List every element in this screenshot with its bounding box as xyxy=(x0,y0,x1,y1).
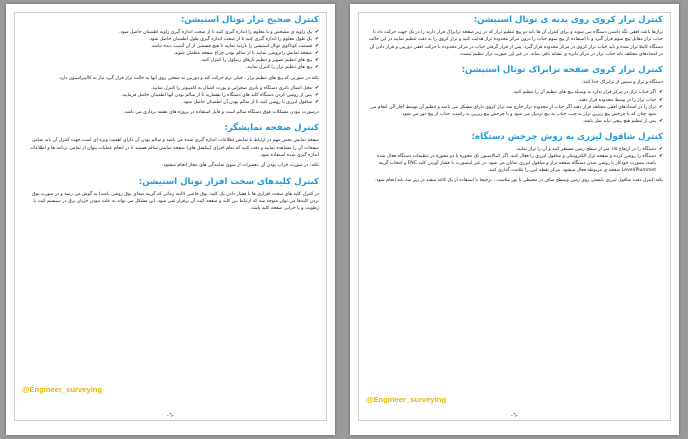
section-heading: کنترل کلیدهای سخت افزار توتال استیشن: xyxy=(138,176,319,187)
section-note: نکته: در صورت خراب بودن آن ،تعمیرات از سوی نمایندگی های مجاز انجام میشود. xyxy=(162,163,319,169)
document-page-left xyxy=(6,4,335,435)
page-content xyxy=(366,14,663,188)
section-note: نکته:کنترل دقت شاقول لیزری بایستی روی زمین وسطح صاف در محیطی با نور مناسب ، ترجیحا با استفاده از یک کاغذ سفید در زیر سه پایه انجام شود. xyxy=(374,178,663,184)
section-paragraph: در کنترل کلید های سخت افزاری ها با فشار دادن یک کلید، بوق خاصی (البته زمانی که گزینه صدای بوق روشن باشد) به گوش می رسد و در صورت بوق نزدن کلیدها می توان متوجه شد که ارتباط بین کلید و صفحه کیت آن برقرار نمی شود. این مشکل می تواند به علت نبودن جریان برق در سیستم کیت یا رطوبت و یا خرابی صفحه کلید باشد. xyxy=(32,191,319,212)
brand-watermark: @Engineer_surveying xyxy=(366,395,446,404)
list-item: ✔ صفحه نمایش رابروشن نمایید تا از سالم بودن چراغ صفحه مطمئن شوید. xyxy=(22,50,319,57)
section-note: نکته:در صورتی که پیچ های تنظیم تراز ، خیلی نرم حرکت کند و دوربین به سختی روی آنها به حالت تراز قرار گیرد نیاز به کالیبراسیون دارد. xyxy=(58,75,319,81)
bullet-list xyxy=(366,89,663,124)
section-intro: دستگاه و تراز و سپس از ترابراک جدا کنید: xyxy=(581,80,663,86)
section-heading: کنترل تراز کروی روی بدنه ی توتال استیشن: xyxy=(473,15,663,25)
list-item: ✔ پیچ های تنظیم تصویر و تنظیم تارهای رتیکول را کنترل کنید. xyxy=(22,57,319,64)
list-item: ✔ شاقول لیزری یا روشن کنید تا از سالم بودن آن اطمینان حاصل شود. xyxy=(22,99,319,106)
brand-watermark: @Engineer_surveying xyxy=(22,385,102,394)
section-paragraph: صفحه نمایش بخش مهم در ارتباط با نمایش اطلاعات اندازه گیری شده می باشد و سالم بودن آن دارای اهمیت ویژه ای است.جهت کنترل آن باید تمامی صفحات آن را مشاهده نمایید و دقت کنید که تمام اجزای (پیکسل های) صفحه نمایش سالم هستند تا در انجام عملیات بتوان از تمامی برنامه ها و اطلاعات اندازه گیری شده استفاده نمود. xyxy=(29,138,319,159)
bullet-list xyxy=(22,29,319,72)
list-item: ✔ یک طول معلوم را اندازه گیری کنید تا از صحت اندازه گیری طول اطمینان حاصل شود. xyxy=(22,36,319,43)
section-heading: کنترل صحیح تراز توتال استیشن: xyxy=(180,15,319,25)
list-item: ✔ یک زاویه ی مشخص و یا معلوم را اندازه گیری کنید تا از صحت اندازه گیری زاویه اطمینان حاصل شود. xyxy=(22,29,319,36)
document-page-right xyxy=(350,4,679,435)
list-item: ✔ قسمت کوتاکوی توتال استیشن را بازدید نمایید تا هیچ قسمتی از آن آسیب دیده نباشد. xyxy=(22,43,319,50)
page-number: -٦- xyxy=(166,412,175,419)
list-item: ✔ دستگاه را روشن کرده و صفحه تراز الکترونیکی و شاقول لیزری را فعال کنید. اگر کیبالاسیون تک محوره یا دو محوره در تنظیمات دستگاه فعال شده باشد، بصورت خودکار با روشن شدن دستگاه صفحه تراز و شاقول لیزری نمایان می شود. در غیر اینصورت با فشار آوردن کلید FNC و انتخاب گزینه Level/Plummet صفحه ی مربوطه فعال میشود. مرکز نقطه لیزر را علامت گذاری کنید. xyxy=(366,153,663,174)
section-heading: کنترل شاقول لیزری به روش چرخش دستگاه: xyxy=(471,131,663,142)
section-heading: کنترل تراز کروی صفحه ترابراک توتال استیشن: xyxy=(461,65,663,76)
page-number: -٦- xyxy=(510,412,519,419)
list-item: ✔ اگر حباب تراز در مرکز قرار ندارد به وسیله پیچ های تنظیم آن را تنظیم کنید. xyxy=(366,89,663,96)
list-item: ✔ حباب تراز را در وسط محدوده قرار دهید. xyxy=(366,97,663,104)
page-content xyxy=(22,14,319,216)
list-item: ✔ پس از روشن کردن دستگاه کلید های دستگاه را بفشارید تا از سالم بودن آنها اطمینان حاصل فرمایید. xyxy=(22,92,319,99)
section-paragraph: ترازها باعث افقی نگه داشتن دستگاه می شوند و برای کنترل آن ها باید دو پیچ تنظیم تراز که در زیر صفحه ترابراک قرار دارند را در یک جهت حرکت داد تا حباب تراز مقابل پیچ سوم قرار گیرد و با استفاده از پیچ سوم حباب را درون مرکز محدوده تراز هدایت کنید و تراز کروی را به دقت تنظیم نمایید در این حالت دستگاه کاملا تراز شده و باید حباب تراز کروی در مرکز محدوده قرار گیرد. پس از قرار گرفتن حباب در مرکز محدوده با حرکت افقی دوربین و قرار دادن آن در امتدادهای مختلف باید حباب تراز در مرکز دایره ی نشانه باقی بماند. در غیر این صورت تراز تنظیم نیست. xyxy=(368,30,663,57)
list-item: ✔ دستگاه را در ارتفاع ۱/۵ متر از سطح زمین مستقر کنید و آن را تراز نمایید. xyxy=(366,146,663,153)
list-item: ✔ تراز را در امتدادهای افقی مختلف قرار دهید اگر حباب از محدوده تراز خارج شد تراز کروی دارای مشکل می باشد و تنظیم آن توسط آچار آلن انجام می شود چنان که با چرخش پیچ زیرین تراز به چپ، حباب به پیچ نزدیک می شود و با چرخش پیچ زیرین به راست، حباب از پیچ دور می شود. xyxy=(366,104,663,118)
bullet-list xyxy=(366,146,663,174)
list-item: ✔ محل اتصال باتری دستگاه و باتری صحرایی و پورت اتصال به کامپیوتر را کنترل نمایید. xyxy=(22,85,319,92)
bullet-list xyxy=(22,85,319,106)
section-heading: کنترل صفحه نمایشگر: xyxy=(224,123,319,134)
section-paragraph: درصورت نبودن مشکلات فوق دستگاه سالم است و قابل استفاده در پروژه های نقشه برداری می باشد. xyxy=(123,110,319,116)
list-item: ✔ پیچ های تنظیم تراز را کنترل نمایید. xyxy=(22,64,319,71)
list-item: ✔ پس از تنظیم هیچ پیچی نباید شل باشد. xyxy=(366,118,663,125)
